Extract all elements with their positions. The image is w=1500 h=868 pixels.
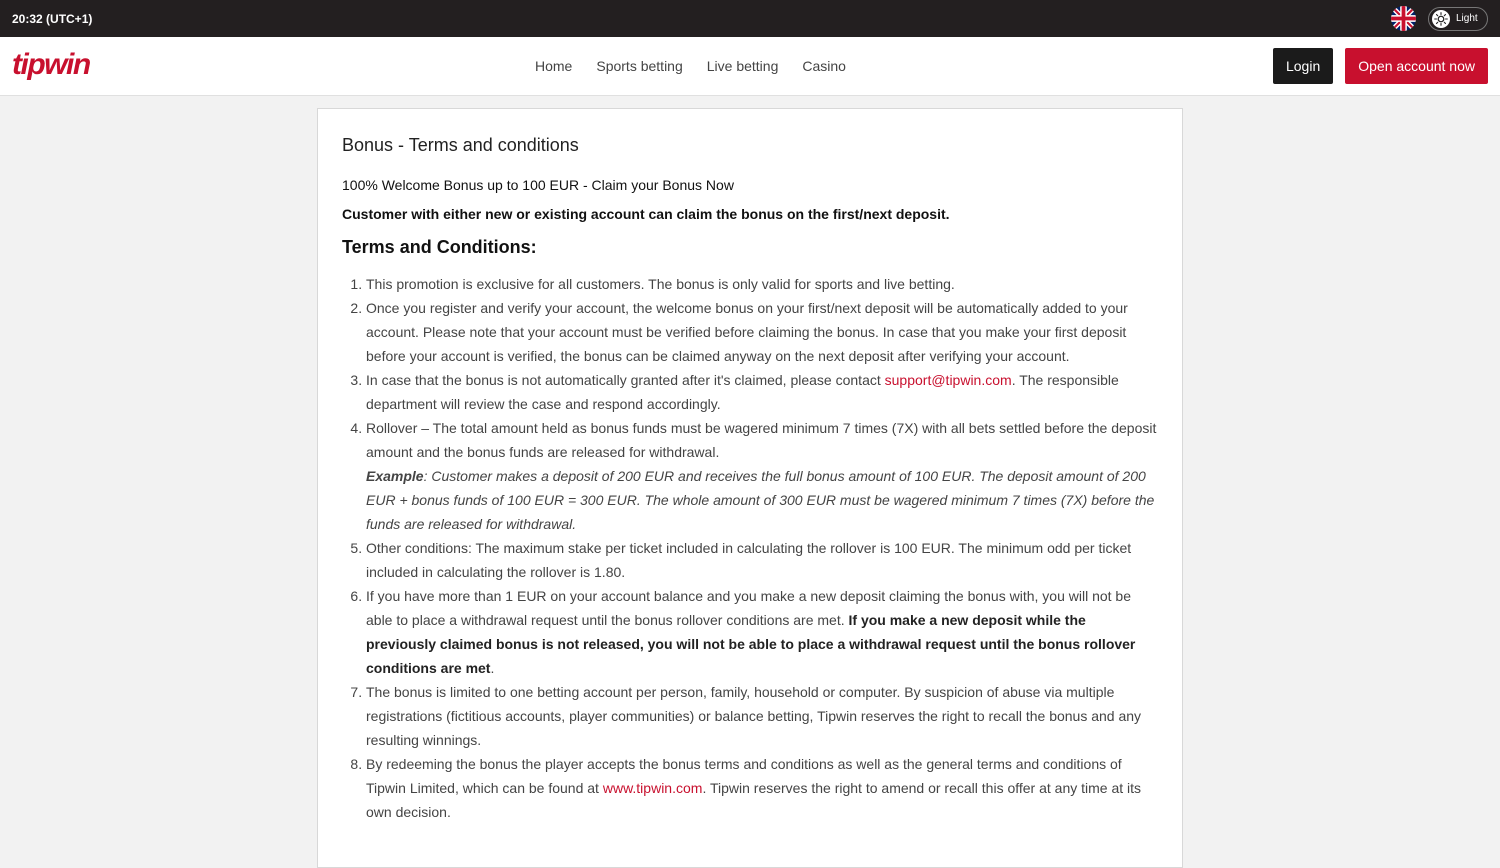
term-item bbox=[366, 296, 1158, 368]
term-text: This promotion is exclusive for all customers. The bonus is only valid for sports and live betting. bbox=[366, 276, 955, 292]
term-text: Once you register and verify your account, the welcome bonus on your first/next deposit will be automatically added to your account. Please note that your account must be verified before claiming the bonus. In case that you make your first deposit before your account is verified, the bonus can be claimed anyway on the next deposit after verifying your account. bbox=[366, 300, 1128, 364]
term-text: In case that the bonus is not automatically granted after it's claimed, please contact bbox=[366, 372, 885, 388]
topbar-controls bbox=[1391, 6, 1488, 31]
theme-label: Light bbox=[1456, 13, 1478, 24]
tipwin-logo[interactable] bbox=[12, 49, 110, 83]
tipwin-website-link[interactable]: www.tipwin.com bbox=[602, 780, 703, 796]
nav-sports-betting[interactable]: Sports betting bbox=[596, 58, 683, 74]
theme-toggle[interactable] bbox=[1428, 7, 1488, 31]
sun-icon bbox=[1432, 10, 1450, 28]
term-item bbox=[366, 368, 1158, 416]
example-label: Example bbox=[366, 468, 424, 484]
term-bold-text: If you make a new deposit while the previously claimed bonus is not released, you will not be able to place a withdrawal request until the bonus rollover conditions are met bbox=[366, 612, 1136, 676]
term-text: Rollover – The total amount held as bonus funds must be wagered minimum 7 times (7X) with all bets settled before the deposit amount and the bonus funds are released for withdrawal. bbox=[366, 420, 1157, 460]
open-account-button[interactable]: Open account now bbox=[1345, 48, 1488, 84]
terms-list bbox=[342, 272, 1158, 824]
terms-card bbox=[317, 108, 1183, 868]
bonus-subtitle: 100% Welcome Bonus up to 100 EUR - Claim your Bonus Now bbox=[342, 177, 734, 193]
top-bar bbox=[0, 0, 1500, 37]
nav-live-betting[interactable]: Live betting bbox=[706, 58, 779, 74]
terms-heading: Terms and Conditions: bbox=[342, 237, 537, 257]
term-text: Other conditions: The maximum stake per ticket included in calculating the rollover is 100 EUR. The minimum odd per ticket included in calculating the rollover is 1.80. bbox=[366, 540, 1132, 580]
term-text: . The responsible department will review the case and respond accordingly. bbox=[366, 372, 1119, 412]
term-item bbox=[366, 752, 1158, 824]
clock: 20:32 (UTC+1) bbox=[12, 11, 93, 26]
support-email-link[interactable]: support@tipwin.com bbox=[884, 372, 1012, 388]
term-text: By redeeming the bonus the player accepts the bonus terms and conditions as well as the general terms and conditions of Tipwin Limited, which can be found at bbox=[366, 756, 1122, 796]
example-text: : Customer makes a deposit of 200 EUR and receives the full bonus amount of 100 EUR. The deposit amount of 200 EUR + bonus funds of 100 EUR = 300 EUR. The whole amount of 300 EUR must be wagered minimum 7 times (7X) before the funds are released for withdrawal. bbox=[366, 468, 1155, 532]
nav-casino[interactable]: Casino bbox=[802, 58, 846, 74]
term-item bbox=[366, 272, 1158, 296]
login-button[interactable]: Login bbox=[1273, 48, 1333, 84]
svg-text:tipwin: tipwin bbox=[12, 49, 90, 81]
main-header bbox=[0, 37, 1500, 96]
term-item bbox=[366, 416, 1158, 536]
nav-home[interactable]: Home bbox=[535, 58, 573, 74]
bonus-intro: Customer with either new or existing account can claim the bonus on the first/next deposit. bbox=[342, 206, 950, 222]
term-text: . bbox=[490, 660, 495, 676]
uk-flag-icon[interactable] bbox=[1391, 6, 1416, 31]
main-nav bbox=[523, 37, 858, 95]
page-title: Bonus - Terms and conditions bbox=[342, 135, 579, 155]
term-item bbox=[366, 584, 1158, 680]
term-item bbox=[366, 680, 1158, 752]
term-text: . Tipwin reserves the right to amend or recall this offer at any time at its own decision. bbox=[366, 780, 1142, 820]
term-text: If you have more than 1 EUR on your account balance and you make a new deposit claiming the bonus with, you will not be able to place a withdrawal request until the bonus rollover conditions are met. bbox=[366, 588, 1132, 628]
term-item bbox=[366, 536, 1158, 584]
header-buttons bbox=[1273, 48, 1488, 84]
rollover-example bbox=[366, 464, 1158, 536]
term-text: The bonus is limited to one betting account per person, family, household or computer. By suspicion of abuse via multiple registrations (fictitious accounts, player communities) or balance betting, Tipwin reserves the right to recall the bonus and any resulting winnings. bbox=[366, 684, 1142, 748]
